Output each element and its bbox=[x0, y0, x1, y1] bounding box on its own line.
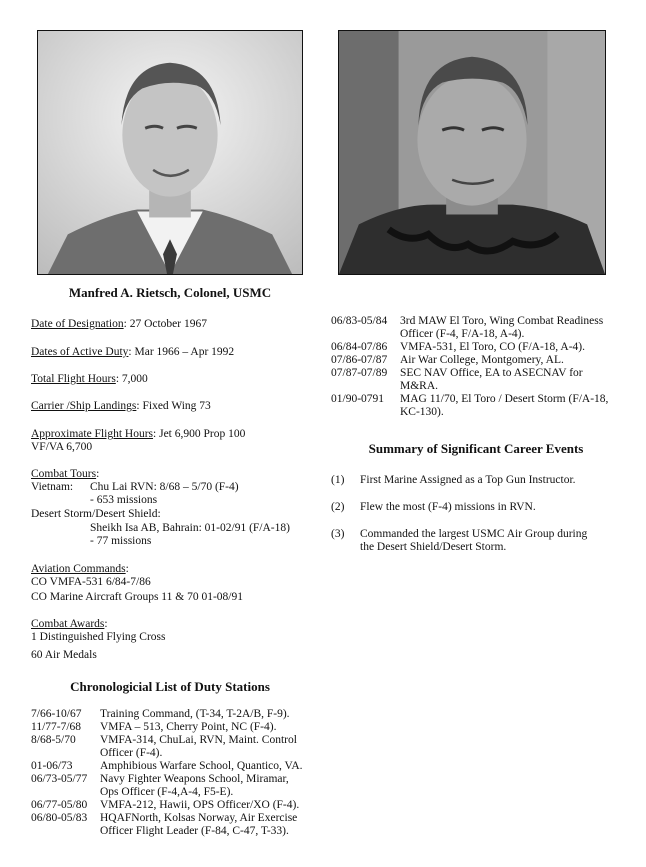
summary-number: (1) bbox=[331, 474, 345, 486]
duty-description: Navy Fighter Weapons School, Miramar, bbox=[100, 773, 289, 785]
duty-entry bbox=[331, 393, 621, 419]
duty-date: 06/77-05/80 bbox=[31, 799, 88, 811]
combat-awards-heading bbox=[31, 618, 321, 631]
vietnam-label: Vietnam: bbox=[31, 481, 74, 493]
aviation-commands-heading bbox=[31, 563, 321, 576]
duty-entry bbox=[31, 812, 321, 838]
aviation-command-item: CO Marine Aircraft Groups 11 & 70 01-08/91 bbox=[31, 591, 243, 603]
desert-storm-label: Desert Storm/Desert Shield: bbox=[31, 508, 161, 520]
active-duty-line bbox=[31, 346, 321, 359]
approx-hours-value: : Jet 6,900 Prop 100 bbox=[153, 428, 246, 440]
portrait-photo-formal bbox=[37, 30, 303, 275]
duty-description: VMFA-314, ChuLai, RVN, Maint. Control bbox=[100, 734, 297, 746]
duty-date: 01-06/73 bbox=[31, 760, 73, 772]
duty-date: 06/83-05/84 bbox=[331, 315, 388, 327]
duty-description: 3rd MAW El Toro, Wing Combat Readiness bbox=[400, 315, 604, 327]
flight-hours-line bbox=[31, 373, 321, 386]
duty-date: 06/84-07/86 bbox=[331, 341, 388, 353]
duty-date: 11/77-7/68 bbox=[31, 721, 82, 733]
combat-tours-heading bbox=[31, 468, 321, 481]
duty-description: Training Command, (T-34, T-2A/B, F-9). bbox=[100, 708, 290, 720]
approx-hours-line bbox=[31, 428, 321, 441]
duty-entry bbox=[31, 734, 321, 760]
vietnam-missions: - 653 missions bbox=[90, 494, 158, 506]
duty-description: M&RA. bbox=[400, 380, 439, 392]
duty-date: 07/86-07/87 bbox=[331, 354, 388, 366]
summary-item bbox=[331, 528, 621, 554]
duty-entry bbox=[31, 721, 321, 734]
combat-award-item: 60 Air Medals bbox=[31, 649, 97, 661]
duty-description: Ops Officer (F-4,A-4, F5-E). bbox=[100, 786, 234, 798]
summary-text: the Desert Shield/Desert Storm. bbox=[360, 541, 507, 553]
vfva-hours-line: VF/VA 6,700 bbox=[31, 441, 93, 453]
duty-entry bbox=[31, 760, 321, 773]
duty-date: 01/90-0791 bbox=[331, 393, 385, 405]
duty-description: VMFA-212, Hawii, OPS Officer/XO (F-4). bbox=[100, 799, 300, 811]
designation-line bbox=[31, 318, 321, 331]
duty-description: Officer (F-4, F/A-18, A-4). bbox=[400, 328, 525, 340]
summary-number: (3) bbox=[331, 528, 345, 540]
duty-list-left bbox=[31, 708, 321, 838]
aviation-commands-label: Aviation Commands bbox=[31, 563, 126, 575]
duty-date: 7/66-10/67 bbox=[31, 708, 82, 720]
duty-description: Air War College, Montgomery, AL. bbox=[400, 354, 564, 366]
flight-hours-value: : 7,000 bbox=[115, 373, 148, 385]
flight-hours-label: Total Flight Hours bbox=[31, 373, 116, 385]
combat-tours-label: Combat Tours bbox=[31, 468, 97, 480]
duty-date: 07/87-07/89 bbox=[331, 367, 388, 379]
combat-awards-label: Combat Awards bbox=[31, 618, 105, 630]
combat-tours-colon: : bbox=[96, 468, 100, 480]
duty-list-right bbox=[331, 315, 621, 419]
aviation-command-item: CO VMFA-531 6/84-7/86 bbox=[31, 576, 151, 588]
summary-text: Flew the most (F-4) missions in RVN. bbox=[360, 501, 536, 513]
duty-description: KC-130). bbox=[400, 406, 444, 418]
duty-entry bbox=[331, 341, 621, 354]
vietnam-detail: Chu Lai RVN: 8/68 – 5/70 (F-4) bbox=[90, 481, 239, 493]
duty-date: 06/80-05/83 bbox=[31, 812, 88, 824]
active-duty-label: Dates of Active Duty bbox=[31, 346, 129, 358]
duty-entry bbox=[331, 367, 621, 393]
duty-description: Officer Flight Leader (F-84, C-47, T-33). bbox=[100, 825, 289, 837]
designation-value: : 27 October 1967 bbox=[123, 318, 207, 330]
combat-awards-colon: : bbox=[104, 618, 108, 630]
duty-description: Officer (F-4). bbox=[100, 747, 163, 759]
landings-line bbox=[31, 400, 321, 413]
summary-heading: Summary of Significant Career Events bbox=[368, 441, 584, 456]
landings-value: : Fixed Wing 73 bbox=[136, 400, 211, 412]
duty-description: HQAFNorth, Kolsas Norway, Air Exercise bbox=[100, 812, 298, 824]
desert-storm-missions: - 77 missions bbox=[90, 535, 152, 547]
summary-text: Commanded the largest USMC Air Group during bbox=[360, 528, 588, 540]
aviation-commands-colon: : bbox=[125, 563, 129, 575]
desert-storm-detail: Sheikh Isa AB, Bahrain: 01-02/91 (F/A-18) bbox=[90, 522, 290, 534]
duty-entry bbox=[331, 354, 621, 367]
designation-label: Date of Designation bbox=[31, 318, 124, 330]
duty-description: VMFA – 513, Cherry Point, NC (F-4). bbox=[100, 721, 277, 733]
officer-name-heading: Manfred A. Rietsch, Colonel, USMC bbox=[68, 285, 272, 300]
active-duty-value: : Mar 1966 – Apr 1992 bbox=[128, 346, 235, 358]
landings-label: Carrier /Ship Landings bbox=[31, 400, 137, 412]
duty-entry bbox=[31, 773, 321, 799]
summary-text: First Marine Assigned as a Top Gun Instructor. bbox=[360, 474, 576, 486]
portrait-photo-flight-gear bbox=[338, 30, 606, 275]
duty-description: VMFA-531, El Toro, CO (F/A-18, A-4). bbox=[400, 341, 586, 353]
duty-description: SEC NAV Office, EA to ASECNAV for bbox=[400, 367, 583, 379]
duty-description: Amphibious Warfare School, Quantico, VA. bbox=[100, 760, 303, 772]
duty-description: MAG 11/70, El Toro / Desert Storm (F/A-18, bbox=[400, 393, 609, 405]
combat-award-item: 1 Distinguished Flying Cross bbox=[31, 631, 166, 643]
summary-number: (2) bbox=[331, 501, 345, 513]
duty-stations-heading: Chronologicial List of Duty Stations bbox=[70, 679, 270, 694]
approx-hours-label: Approximate Flight Hours bbox=[31, 428, 154, 440]
duty-date: 8/68-5/70 bbox=[31, 734, 76, 746]
duty-date: 06/73-05/77 bbox=[31, 773, 88, 785]
duty-entry bbox=[331, 315, 621, 341]
duty-entry bbox=[31, 799, 321, 812]
summary-item bbox=[331, 474, 621, 487]
duty-entry bbox=[31, 708, 321, 721]
summary-item bbox=[331, 501, 621, 514]
